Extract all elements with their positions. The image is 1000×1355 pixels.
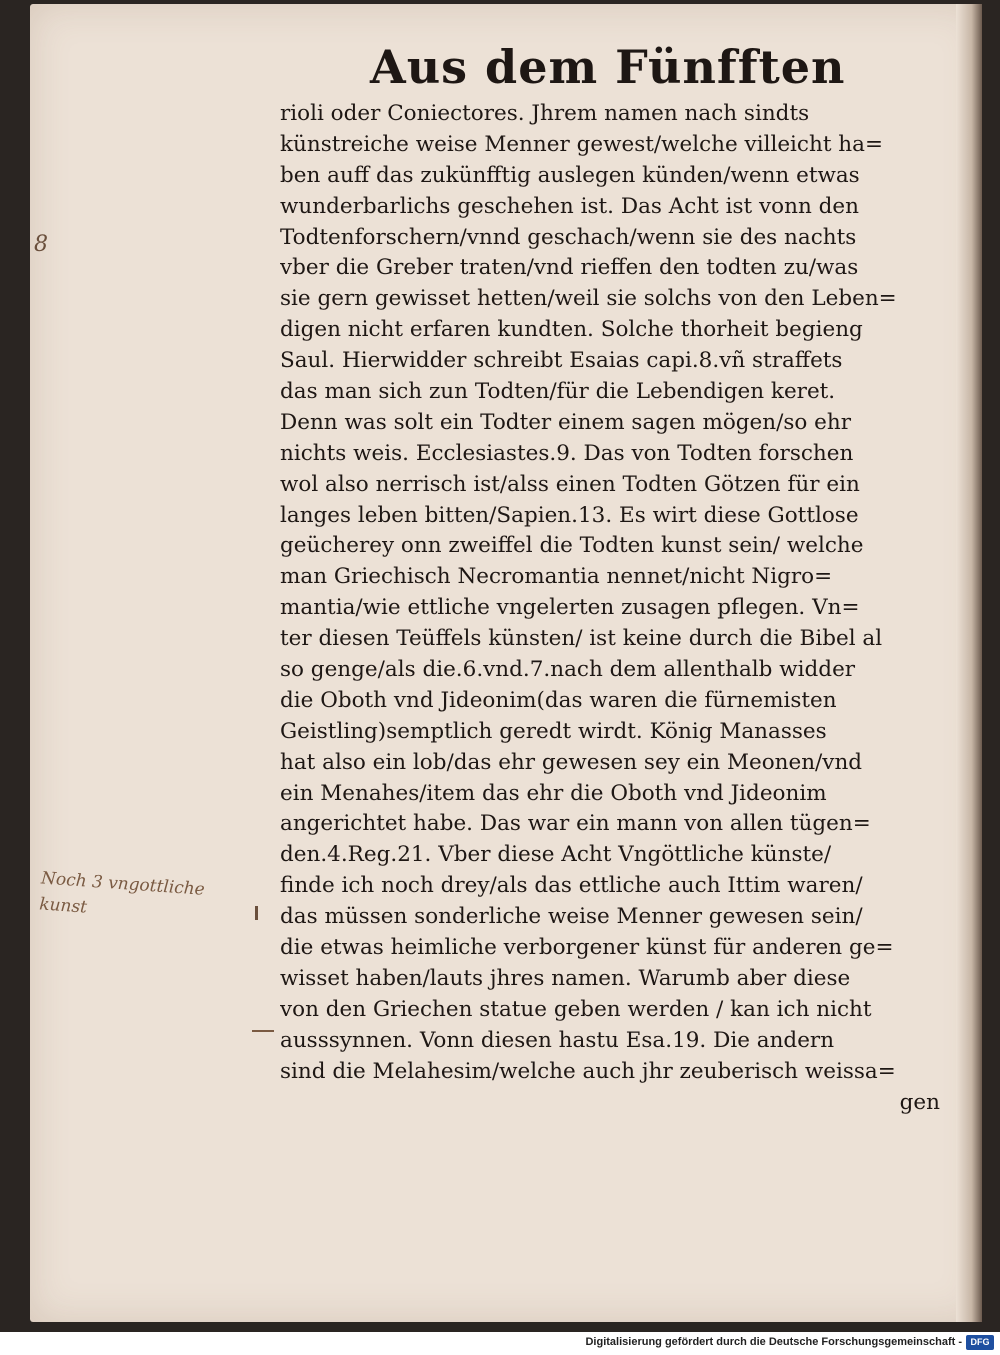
text-line: wol also nerrisch ist/alss einen Todten Götzen für ein [280, 471, 860, 497]
text-line: wisset haben/lauts jhres namen. Warumb aber diese [280, 965, 851, 991]
text-line: Saul. Hierwidder schreibt Esaias capi.8.vñ straffets [280, 348, 843, 374]
text-line: künstreiche weise Menner gewest/welche villeicht ha= [280, 131, 883, 157]
text-line: das müssen sonderliche weise Menner gewesen sein/ [280, 904, 863, 930]
text-line: das man sich zun Todten/für die Lebendigen keret. [280, 379, 836, 405]
text-line: die etwas heimliche verborgener künst für anderen ge= [280, 935, 894, 961]
margin-number: 8 [34, 232, 48, 257]
dfg-logo: DFG [966, 1335, 994, 1350]
margin-dash-mark [252, 1030, 274, 1032]
margin-handwritten-note: Noch 3 vngottliche kunst [38, 868, 206, 918]
margin-tick-mark [255, 906, 258, 920]
text-line: ein Menahes/item das ehr die Oboth vnd Jideonim [280, 780, 827, 806]
text-line: den.4.Reg.21. Vber diese Acht Vngöttliche künste/ [280, 842, 832, 868]
text-line: ausssynnen. Vonn diesen hastu Esa.19. Die andern [280, 1027, 835, 1053]
text-line: so genge/als die.6.vnd.7.nach dem allenthalb widder [280, 657, 856, 683]
body-text [280, 99, 940, 1118]
page-edge-shadow [956, 4, 982, 1322]
text-line: ter diesen Teüffels künsten/ ist keine durch die Bibel al [280, 626, 883, 652]
text-line: ben auff das zukünfftig auslegen künden/wenn etwas [280, 162, 860, 188]
funding-credit: Digitalisierung gefördert durch die Deutsche Forschungsgemeinschaft - [585, 1336, 962, 1348]
text-line: nichts weis. Ecclesiastes.9. Das von Todten forschen [280, 440, 854, 466]
text-line: Todtenforschern/vnnd geschach/wenn sie des nachts [280, 224, 857, 250]
text-line: finde ich noch drey/als das ettliche auch Ittim waren/ [280, 873, 863, 899]
text-line: mantia/wie ettliche vngelerten zusagen pflegen. Vn= [280, 595, 860, 621]
text-line: man Griechisch Necromantia nennet/nicht Nigro= [280, 564, 833, 590]
text-line: rioli oder Coniectores. Jhrem namen nach sindts [280, 101, 810, 126]
text-line: digen nicht erfaren kundten. Solche thorheit begieng [280, 317, 863, 343]
text-line: Denn was solt ein Todter einem sagen mögen/so ehr [280, 409, 852, 435]
text-line: geücherey onn zweiffel die Todten kunst sein/ welche [280, 533, 864, 559]
text-line: die Oboth vnd Jideonim(das waren die fürnemisten [280, 687, 837, 713]
text-line: hat also ein lob/das ehr gewesen sey ein Meonen/vnd [280, 749, 863, 775]
text-line: von den Griechen statue geben werden / kan ich nicht [280, 996, 872, 1022]
page-content [30, 4, 940, 1322]
page-header: Aus dem Fünfften [370, 40, 846, 94]
text-line: angerichtet habe. Das war ein mann von allen tügen= [280, 811, 871, 837]
text-line: sind die Melahesim/welche auch jhr zeuberisch weissa= [280, 1058, 896, 1084]
text-line: Geistling)semptlich geredt wirdt. König Manasses [280, 718, 827, 744]
text-line: gen [899, 1089, 940, 1115]
text-line: wunderbarlichs geschehen ist. Das Acht ist vonn den [280, 193, 859, 219]
footer-bar [0, 1332, 1000, 1355]
text-line: vber die Greber traten/vnd rieffen den todten zu/was [280, 255, 859, 281]
text-line: sie gern gewisset hetten/weil sie solchs von den Leben= [280, 286, 897, 312]
text-line: langes leben bitten/Sapien.13. Es wirt diese Gottlose [280, 502, 859, 528]
